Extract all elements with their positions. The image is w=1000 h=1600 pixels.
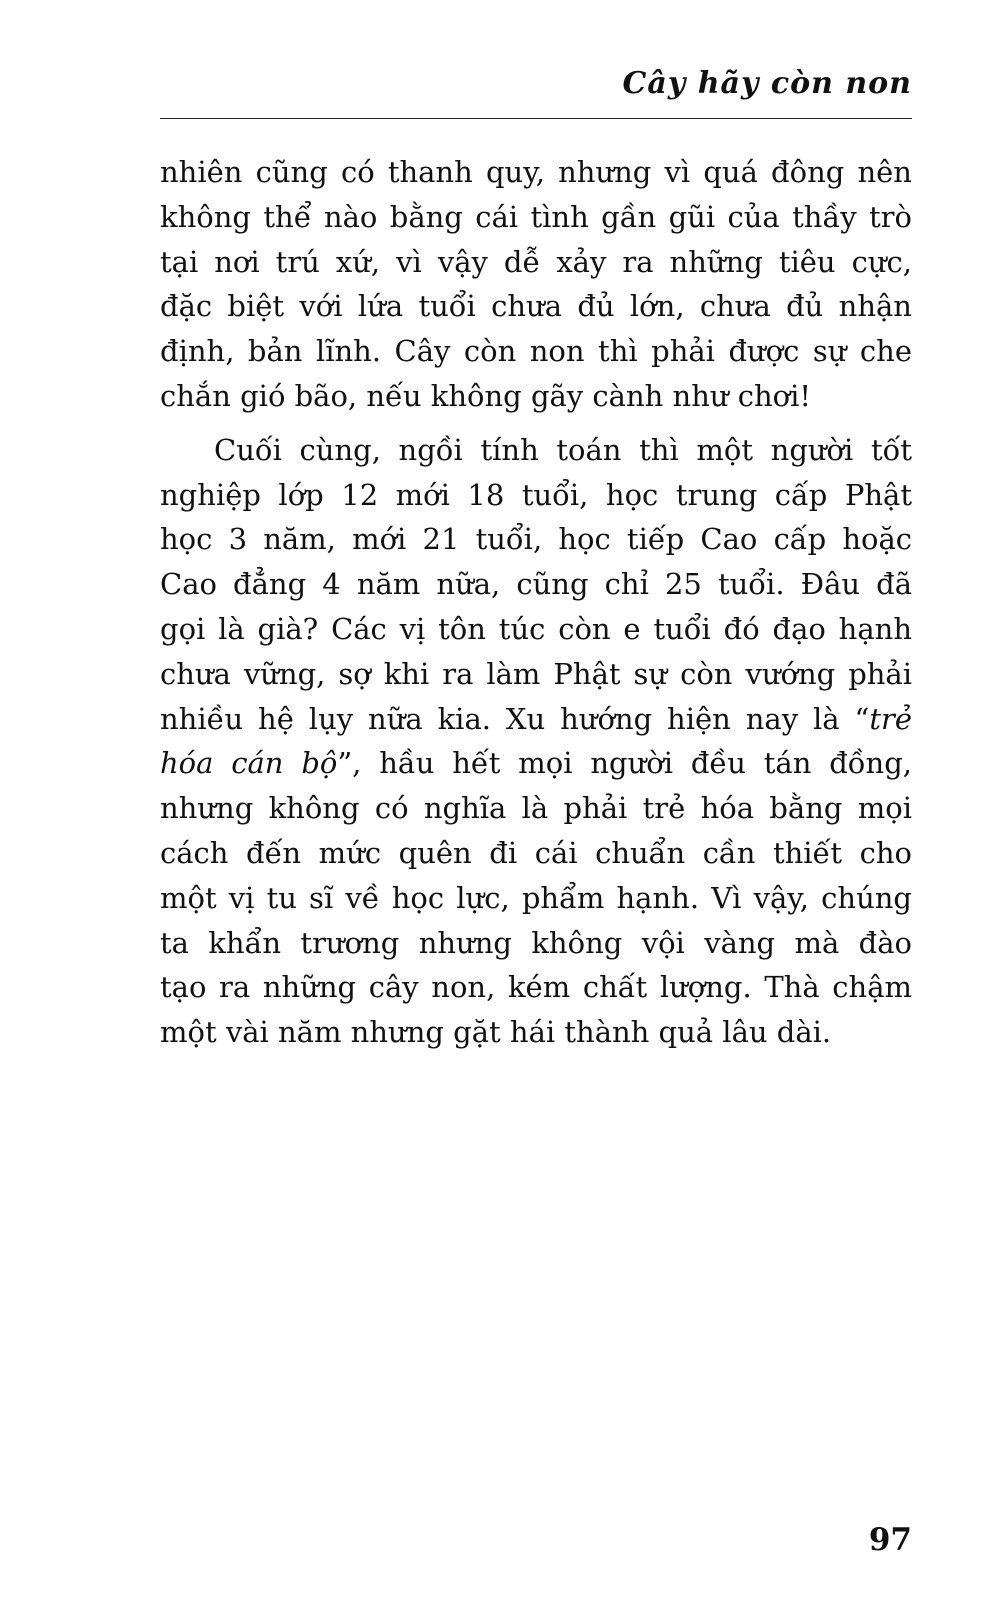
text-line: nhiên cũng có thanh quy, nhưng vì quá đông nên bbox=[160, 155, 912, 189]
text-line: nghiệp lớp 12 mới 18 tuổi, học trung cấp Phật bbox=[160, 477, 912, 512]
text-line: định, bản lĩnh. Cây còn non thì phải được sự che bbox=[160, 334, 912, 369]
text-line: ta khẩn trương nhưng không vội vàng mà đào bbox=[160, 925, 912, 960]
text-run: nhiều hệ lụy nữa kia. Xu hướng hiện nay là “ bbox=[160, 701, 870, 736]
text-line: đặc biệt với lứa tuổi chưa đủ lớn, chưa đủ nhận bbox=[160, 289, 912, 324]
text-line: cách đến mức quên đi cái chuẩn cần thiết cho bbox=[160, 835, 912, 870]
paragraph-1 bbox=[160, 150, 912, 419]
text-line bbox=[160, 741, 912, 786]
text-line: tạo ra những cây non, kém chất lượng. Thà chậm bbox=[160, 970, 912, 1005]
header-divider bbox=[160, 118, 912, 119]
text-line bbox=[160, 697, 912, 742]
running-header-title: Cây hãy còn non bbox=[622, 66, 912, 101]
text-line: gọi là già? Các vị tôn túc còn e tuổi đó đạo hạnh bbox=[160, 611, 912, 646]
text-line: Cao đẳng 4 năm nữa, cũng chỉ 25 tuổi. Đâu đã bbox=[160, 567, 912, 602]
text-run: ”, hầu hết mọi người đều tán đồng, bbox=[337, 746, 912, 781]
text-line: nhưng không có nghĩa là phải trẻ hóa bằng mọi bbox=[160, 791, 912, 826]
page-number: 97 bbox=[868, 1522, 912, 1558]
text-line: một vị tu sĩ về học lực, phẩm hạnh. Vì vậy, chúng bbox=[160, 880, 912, 915]
text-line: Cuối cùng, ngồi tính toán thì một người tốt bbox=[214, 432, 912, 467]
text-line: chắn gió bão, nếu không gãy cành như chơi! bbox=[160, 378, 812, 413]
text-line: một vài năm nhưng gặt hái thành quả lâu dài. bbox=[160, 1015, 832, 1050]
text-line: chưa vững, sợ khi ra làm Phật sự còn vướng phải bbox=[160, 656, 912, 691]
body-text bbox=[160, 150, 912, 1055]
emphasized-text: hóa cán bộ bbox=[160, 746, 338, 781]
text-line: không thể nào bằng cái tình gần gũi của thầy trò bbox=[160, 199, 912, 234]
paragraph-2 bbox=[160, 428, 912, 1055]
emphasized-text: trẻ bbox=[869, 701, 912, 736]
text-line: học 3 năm, mới 21 tuổi, học tiếp Cao cấp hoặc bbox=[160, 522, 912, 557]
text-line: tại nơi trú xứ, vì vậy dễ xảy ra những tiêu cực, bbox=[160, 244, 912, 279]
